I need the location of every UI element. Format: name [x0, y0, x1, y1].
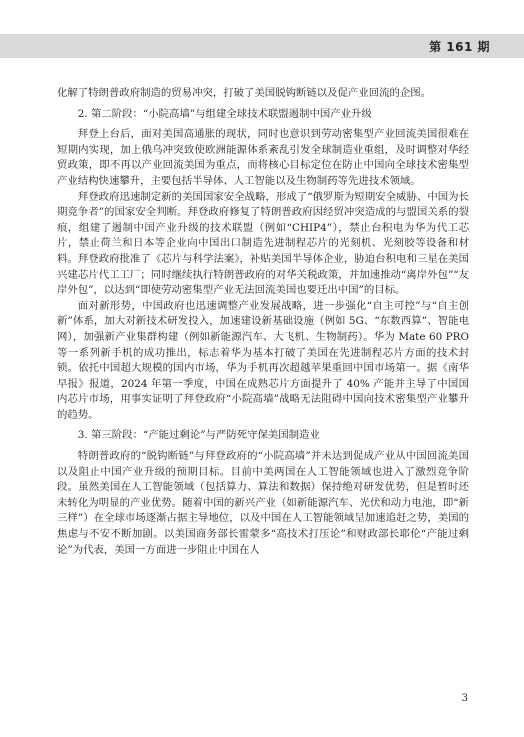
paragraph: 拜登上台后，面对美国高通胀的现状，同时也意识到劳动密集型产业回流美国很难在短期内实现，加上俄乌冲突致使欧洲能源体系紊乱引发全球制造业重组，及时调整对华经贸政策，即不再以产业回流美国为重点，而将核心目标定位在防止中国向全球技术密集型产业结构快速攀升，主要包括半导体、人工智能以及生物制药等先进技术领域。	[57, 128, 469, 187]
page-number: 3	[461, 693, 468, 704]
paragraph: 特朗普政府的“脱钩断链”与拜登政府的“小院高墙”并未达到促成产业从中国回流美国以及阻止中国产业升级的预期目标。目前中美两国在人工智能领域也进入了激烈竞争阶段。虽然美国在人工智能领域（包括算力、算法和数据）保持绝对研发优势，但是暂时还未转化为明显的产业优势。随着中国的新兴产业（如新能源汽车、光伏和动力电池，即“新三样”）在全球市场逐渐占据主导地位，以及中国在人工智能领域呈加速追赶之势，美国的焦虑与不安不断加剧。以美国商务部长雷蒙多“高技术打压论”和财政部长耶伦“产能过剩论”为代表，美国一方面进一步阻止中国在人	[57, 450, 469, 556]
section-heading-stage-2: 2. 第二阶段：“小院高墙”与组建全球技术联盟遏制中国产业升级	[77, 107, 372, 120]
issue-number: 第 161 期	[429, 40, 490, 54]
article-body	[57, 86, 469, 558]
section-heading-stage-3: 3. 第三阶段：“产能过剩论”与严防死守保美国制造业	[77, 429, 320, 442]
paragraph: 拜登政府迅速制定新的美国国家安全战略，形成了“俄罗斯为短期安全威胁、中国为长期竞争者”的国家安全判断。拜登政府修复了特朗普政府因经贸冲突造成的与盟国关系的裂痕，组建了遏制中国产业升级的技术联盟（例如“CHIP4”），禁止台积电为华为代工芯片，禁止荷兰和日本等企业向中国出口制造先进制程芯片的光刻机、光刻胶等设备和材料。拜登政府批准了《芯片与科学法案》，补贴美国半导体企业，胁迫台积电和三星在美国兴建芯片代工工厂；同时继续执行特朗普政府的对华关税政策，并加速推动“离岸外包”“友岸外包”，以达到“即使劳动密集型产业无法回流美国也要迁出中国”的目标。	[57, 190, 469, 297]
paragraph: 面对新形势，中国政府也迅速调整产业发展战略，进一步强化“自主可控”与“自主创新”体系，加大对新技术研发投入，加速建设新基础设施（例如 5G、“东数西算”、智能电网），加强新产业集群构建（例如新能源汽车、大飞机、生物制药）。华为 Mate 60 PRO 等一系列新手机的成功推出，标志着华为基本打破了美国在先进制程芯片方面的技术封锁。依托中国超大规模的国内市场，华为手机再次超越苹果重回中国市场第一。据《南华早报》报道，2024 年第一季度，中国在成熟芯片方面提升了 40% 产能并主导了中国国内芯片市场，用事实证明了拜登政府“小院高墙”战略无法阻碍中国向技术密集型产业攀升的趋势。	[57, 299, 469, 421]
paragraph-continuation: 化解了特朗普政府制造的贸易冲突，打破了美国脱钩断链以及促产业回流的企图。	[57, 87, 432, 99]
